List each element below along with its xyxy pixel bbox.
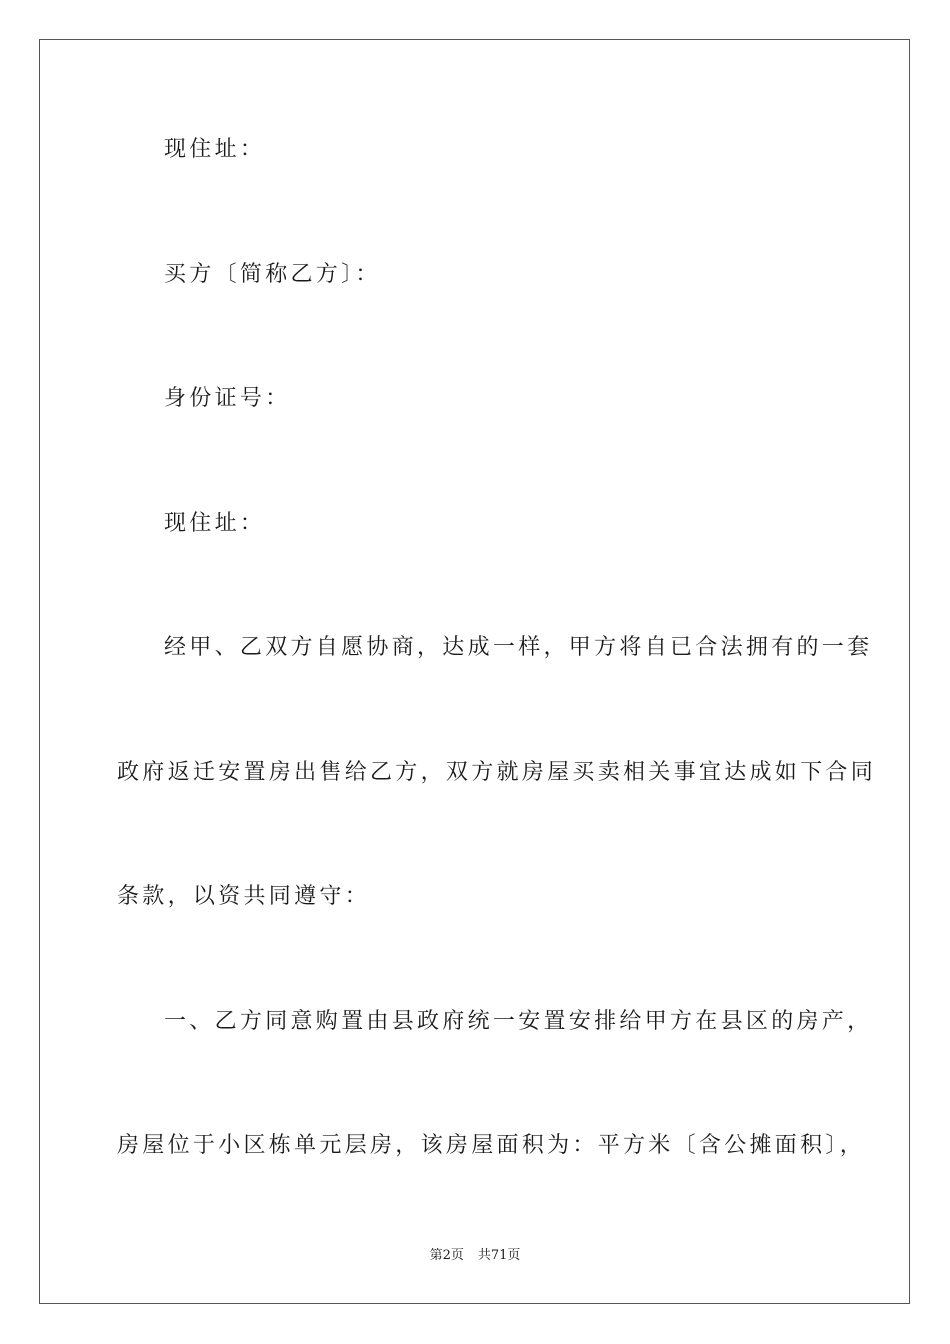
- page-number: 第2页: [429, 1248, 464, 1263]
- buyer-id-label: 身份证号：: [164, 386, 291, 411]
- seller-address-label: 现住址：: [164, 137, 266, 162]
- page-total: 共71页: [477, 1248, 521, 1263]
- page-footer: [0, 1247, 950, 1265]
- intro-paragraph-line-3: 条款，以资共同遵守：: [117, 884, 371, 909]
- clause-one-line-1: 一、乙方同意购置由县政府统一安置安排给甲方在县区的房产，: [164, 1009, 873, 1034]
- intro-paragraph-line-1: 经甲、乙双方自愿协商，达成一样，甲方将自已合法拥有的一套: [164, 635, 873, 660]
- buyer-label: 买方〔简称乙方〕：: [164, 262, 381, 287]
- page-frame: [39, 39, 910, 1304]
- clause-one-line-2: 房屋位于小区栋单元层房，该房屋面积为：平方米〔含公摊面积〕，: [117, 1133, 866, 1158]
- buyer-address-label: 现住址：: [164, 511, 266, 536]
- intro-paragraph-line-2: 政府返迁安置房出售给乙方，双方就房屋买卖相关事宜达成如下合同: [117, 760, 877, 785]
